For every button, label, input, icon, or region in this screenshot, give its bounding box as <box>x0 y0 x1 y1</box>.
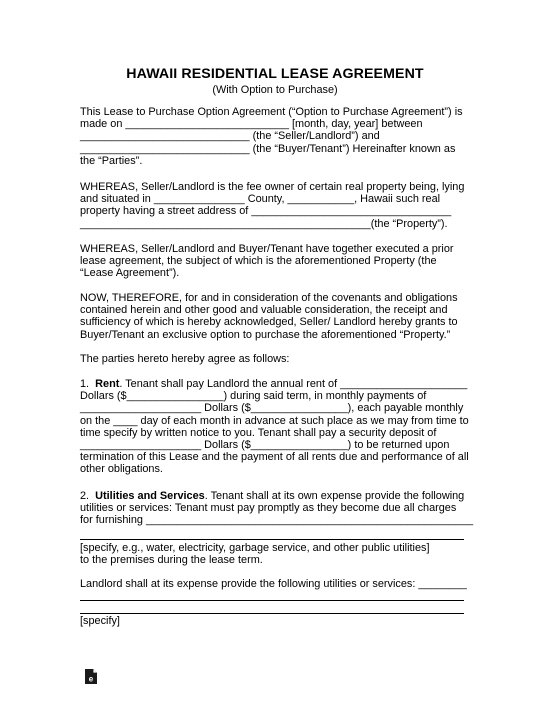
rent-line: time specify by written notice to you. Tenant shall pay a security deposit of <box>80 426 437 439</box>
blank-rule <box>80 613 464 614</box>
now-therefore-paragraph <box>80 292 480 341</box>
whereas2-line: lease agreement, the subject of which is the aforementioned Property (the <box>80 255 437 268</box>
rent-line: Dollars ($________________) during said term, in monthly payments of <box>80 390 427 403</box>
agree-line: The parties hereto hereby agree as follows: <box>80 353 290 365</box>
utilities-number: 2. <box>80 490 90 502</box>
specify-line: [specify, e.g., water, electricity, garbage service, and other public utilities] <box>80 542 430 554</box>
blank-rule <box>80 600 464 601</box>
agree-paragraph <box>80 353 480 365</box>
whereas2-line: WHEREAS, Seller/Landlord and Buyer/Tenant have together executed a prior <box>80 243 454 255</box>
intro-line: ____________________________ (the “Seller/Landlord”) and <box>80 130 380 143</box>
intro-paragraph <box>80 106 480 167</box>
rent-first-line-text: . Tenant shall pay Landlord the annual rent of _____________________ <box>119 378 468 390</box>
eforms-logo-icon <box>84 668 98 685</box>
rent-line: other obligations. <box>80 463 163 476</box>
premises-line: to the premises during the lease term. <box>80 554 263 567</box>
svg-text:e: e <box>88 674 94 684</box>
rent-line: ____________________ Dollars ($________________), each payable monthly <box>80 402 464 415</box>
landlord-utilities <box>80 578 480 590</box>
whereas1-line: and situated in _______________ County, ___________, Hawaii such real <box>80 193 441 206</box>
intro-line: made on ___________________________ [month, day, year] between <box>80 118 423 131</box>
now-therefore-line: Buyer/Tenant an exclusive option to purchase the aforementioned “Property.” <box>80 328 451 341</box>
now-therefore-line: sufficiency of which is hereby acknowledged, Seller/ Landlord hereby grants to <box>80 316 458 329</box>
whereas-paragraph-1 <box>80 181 480 230</box>
utilities-line: for furnishing ______________________________________________________ <box>80 514 474 527</box>
intro-line: This Lease to Purchase Option Agreement (“Option to Purchase Agreement”) is <box>80 106 463 118</box>
document-subtitle: (With Option to Purchase) <box>212 84 338 96</box>
rent-line: on the ____ day of each month in advance at such place as we may from time to <box>80 414 469 427</box>
rent-number: 1. <box>80 378 90 390</box>
utilities-section <box>80 490 480 527</box>
utilities-first-line-text: . Tenant shall at its own expense provide the following <box>204 490 465 502</box>
utilities-specify <box>80 542 480 566</box>
utilities-first-line <box>80 490 480 502</box>
whereas1-line: property having a street address of _________________________________ <box>80 205 452 218</box>
specify-short <box>80 615 480 627</box>
document-title: HAWAII RESIDENTIAL LEASE AGREEMENT <box>126 66 424 82</box>
rent-line: ____________________ Dollars ($________________) to be returned upon <box>80 439 450 452</box>
rent-heading: Rent <box>95 378 120 390</box>
specify-short-line: [specify] <box>80 615 120 627</box>
utilities-heading: Utilities and Services <box>95 490 205 502</box>
utilities-line: utilities or services: Tenant must pay promptly as they become due all charges <box>80 502 457 515</box>
now-therefore-line: contained herein and other good and valuable consideration, the receipt and <box>80 304 448 317</box>
blank-rule <box>80 539 464 540</box>
rent-first-line <box>80 378 480 390</box>
rent-line: termination of this Lease and the payment of all rents due and performance of all <box>80 451 469 464</box>
rent-section <box>80 378 480 476</box>
intro-line: the “Parties”. <box>80 154 143 167</box>
whereas2-line: “Lease Agreement”). <box>80 267 180 280</box>
now-therefore-line: NOW, THEREFORE, for and in consideration of the covenants and obligations <box>80 292 458 304</box>
whereas1-line: WHEREAS, Seller/Landlord is the fee owner of certain real property being, lying <box>80 181 465 193</box>
whereas-paragraph-2 <box>80 243 480 280</box>
landlord-line: Landlord shall at its expense provide the following utilities or services: ________ <box>80 578 467 590</box>
whereas1-line: ________________________________________________(the “Property”). <box>80 217 448 230</box>
intro-line: ____________________________ (the “Buyer/Tenant”) Hereinafter known as <box>80 142 456 155</box>
